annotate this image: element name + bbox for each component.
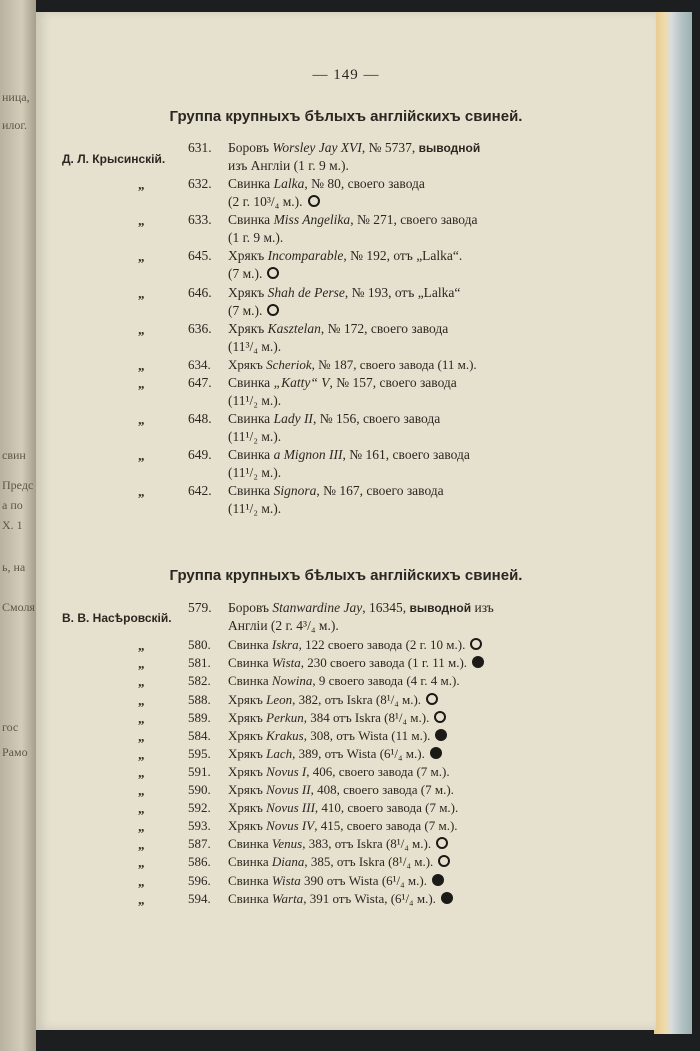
catalog-number: 646. — [188, 285, 212, 300]
catalog-number: 632. — [188, 176, 212, 191]
catalog-number: 595. — [188, 746, 211, 761]
animal-kind: Хрякъ — [228, 321, 268, 336]
animal-kind: Хрякъ — [228, 285, 268, 300]
animal-entry — [188, 745, 548, 763]
catalog-number: 648. — [188, 411, 212, 426]
entry-continuation — [188, 302, 548, 320]
catalog-number: 579. — [188, 600, 212, 615]
animal-name: Miss Angelika — [273, 212, 351, 227]
catalog-number: 589. — [188, 710, 211, 725]
ditto-mark: „ — [138, 892, 145, 907]
animal-entry — [188, 799, 548, 817]
catalog-number: 584. — [188, 728, 211, 743]
ditto-mark: „ — [138, 837, 145, 852]
ditto-mark: „ — [138, 674, 145, 689]
open-circle-icon — [438, 855, 450, 867]
book-page — [36, 12, 656, 1030]
animal-age: (7 м.). — [228, 303, 263, 318]
ditto-mark: „ — [138, 874, 145, 889]
ditto-mark: „ — [138, 747, 145, 762]
open-circle-icon — [436, 837, 448, 849]
animal-entry — [188, 636, 548, 654]
animal-kind: Свинка — [228, 637, 272, 652]
entry-line — [188, 654, 548, 672]
animal-entry — [188, 599, 548, 635]
animal-kind: Свинка — [228, 891, 272, 906]
entry-line — [188, 599, 548, 617]
facing-page-text: свин — [2, 448, 26, 462]
animal-entry — [188, 446, 548, 482]
animal-details: , 408, своего завода (7 м.). — [310, 782, 454, 797]
catalog-number: 590. — [188, 782, 211, 797]
animal-name: Stanwardine Jay — [272, 600, 363, 615]
animal-entry — [188, 817, 548, 835]
ditto-mark: „ — [138, 638, 145, 653]
catalog-number: 580. — [188, 637, 211, 652]
animal-details: , № 271, своего завода — [350, 212, 478, 227]
animal-kind: Хрякъ — [228, 692, 267, 707]
animal-age: (11¹/₂ м.). — [228, 465, 282, 480]
animal-kind: Хрякъ — [228, 782, 267, 797]
ditto-mark: „ — [138, 376, 145, 391]
facing-page-text: а по — [2, 498, 23, 512]
animal-details: , 9 своего завода (4 г. 4 м.). — [312, 673, 460, 688]
animal-entry — [188, 763, 548, 781]
animal-name: a Mignon III — [273, 447, 343, 462]
entry-line — [188, 763, 548, 781]
ditto-mark: „ — [138, 693, 145, 708]
filled-circle-icon — [441, 892, 453, 904]
animal-kind: Свинка — [228, 483, 274, 498]
ditto-mark: „ — [138, 286, 145, 301]
animal-details: 390 отъ Wista (6¹/₄ м.). — [300, 873, 427, 888]
animal-entry — [188, 175, 548, 211]
animal-age: (7 м.). — [228, 266, 263, 281]
animal-details: , № 167, своего завода — [316, 483, 444, 498]
animal-name: Shah de Perse — [267, 285, 345, 300]
animal-age: (2 г. 10³/₄ м.). — [228, 194, 303, 209]
animal-entry — [188, 872, 548, 890]
ditto-mark: „ — [138, 729, 145, 744]
animal-kind: Хрякъ — [228, 746, 267, 761]
animal-entry — [188, 727, 548, 745]
animal-name: Lady II — [273, 411, 313, 426]
entry-line — [188, 247, 548, 265]
animal-name: Novus III — [266, 800, 315, 815]
catalog-number: 642. — [188, 483, 212, 498]
catalog-number: 649. — [188, 447, 212, 462]
animal-name: Perkun — [266, 710, 304, 725]
entry-line — [188, 482, 548, 500]
animal-kind: Хрякъ — [228, 710, 267, 725]
entry-line — [188, 799, 548, 817]
catalog-number: 592. — [188, 800, 211, 815]
animal-name: Nowina — [271, 673, 313, 688]
animal-entry — [188, 320, 548, 356]
ditto-mark: „ — [138, 412, 145, 427]
facing-page-text: Рамо — [2, 745, 28, 759]
catalog-number: 588. — [188, 692, 211, 707]
animal-kind: Свинка — [228, 854, 272, 869]
entry-continuation — [188, 500, 548, 518]
animal-age: изъ Англіи (1 г. 9 м.). — [228, 158, 349, 173]
animal-name: Iskra — [271, 637, 299, 652]
animal-details: , 230 своего завода (1 г. 11 м.). — [300, 655, 468, 670]
animal-entry — [188, 284, 548, 320]
ditto-mark: „ — [138, 711, 145, 726]
animal-details: , 16345, — [362, 600, 410, 615]
import-note: выводной — [409, 601, 472, 615]
ditto-mark: „ — [138, 855, 145, 870]
animal-details: , № 161, своего завода — [342, 447, 470, 462]
animal-kind: Хрякъ — [228, 728, 267, 743]
open-circle-icon — [434, 711, 446, 723]
animal-name: Venus — [271, 836, 303, 851]
animal-kind: Свинка — [228, 447, 274, 462]
animal-kind: Боровъ — [228, 140, 273, 155]
ditto-mark: „ — [138, 783, 145, 798]
animal-name: Diana — [271, 854, 305, 869]
animal-details: , 122 своего завода (2 г. 10 м.). — [298, 637, 466, 652]
ditto-mark: „ — [138, 213, 145, 228]
entry-line — [188, 284, 548, 302]
animal-entry — [188, 247, 548, 283]
entry-continuation — [188, 464, 548, 482]
animal-kind: Свинка — [228, 836, 272, 851]
animal-age: (11¹/₂ м.). — [228, 501, 282, 516]
animal-name: Scheriok — [266, 357, 312, 372]
catalog-number: 596. — [188, 873, 211, 888]
animal-entry — [188, 781, 548, 799]
animal-details: , № 157, своего завода — [329, 375, 457, 390]
animal-details: , 389, отъ Wista (6¹/₄ м.). — [292, 746, 425, 761]
animal-entry — [188, 835, 548, 853]
ditto-mark: „ — [138, 358, 145, 373]
animal-kind: Свинка — [228, 212, 274, 227]
catalog-number: 586. — [188, 854, 211, 869]
facing-page-text: гос — [2, 720, 19, 734]
animal-kind: Хрякъ — [228, 764, 267, 779]
facing-page-text: ь, на — [2, 560, 26, 574]
facing-page-edge — [0, 0, 36, 1051]
open-circle-icon — [426, 693, 438, 705]
breeder-name: Д. Л. Крысинскій. — [62, 152, 166, 166]
animal-age: Англіи (2 г. 4³/₄ м.). — [228, 618, 339, 633]
animal-name: Wista — [271, 655, 301, 670]
animal-name: „Katty“ V — [273, 375, 330, 390]
open-circle-icon — [308, 195, 320, 207]
animal-name: Novus II — [266, 782, 311, 797]
animal-details: , 383, отъ Iskra (8¹/₄ м.). — [302, 836, 432, 851]
animal-details: , 382, отъ Iskra (8¹/₄ м.). — [292, 692, 422, 707]
filled-circle-icon — [435, 729, 447, 741]
open-circle-icon — [267, 304, 279, 316]
breeder-name: В. В. Насѣровскій. — [62, 611, 172, 625]
animal-name: Lach — [266, 746, 293, 761]
facing-page-text: Х. 1 — [2, 518, 23, 532]
ditto-mark: „ — [138, 819, 145, 834]
entry-line — [188, 727, 548, 745]
entry-line — [188, 672, 548, 690]
ditto-mark: „ — [138, 448, 145, 463]
filled-circle-icon — [472, 656, 484, 668]
animal-details: , 308, отъ Wista (11 м.). — [303, 728, 431, 743]
animal-details: изъ — [471, 600, 494, 615]
animal-name: Signora — [273, 483, 317, 498]
animal-name: Novus I — [266, 764, 307, 779]
catalog-number: 581. — [188, 655, 211, 670]
entry-line — [188, 410, 548, 428]
entry-line — [188, 691, 548, 709]
animal-entry — [188, 410, 548, 446]
animal-entry — [188, 890, 548, 908]
animal-kind: Хрякъ — [228, 248, 268, 263]
ditto-mark: „ — [138, 322, 145, 337]
ditto-mark: „ — [138, 801, 145, 816]
catalog-number: 631. — [188, 140, 212, 155]
animal-name: Lalka — [273, 176, 305, 191]
entry-continuation — [188, 157, 548, 175]
animal-entry — [188, 356, 548, 374]
entry-line — [188, 853, 548, 871]
ditto-mark: „ — [138, 249, 145, 264]
entry-line — [188, 320, 548, 338]
entry-line — [188, 139, 548, 157]
animal-entry — [188, 709, 548, 727]
animal-details: , 391 отъ Wista, (6¹/₄ м.). — [303, 891, 436, 906]
catalog-number: 591. — [188, 764, 211, 779]
facing-page-text: ница, — [2, 90, 30, 104]
ditto-mark: „ — [138, 656, 145, 671]
animal-entry — [188, 139, 548, 175]
filled-circle-icon — [432, 874, 444, 886]
catalog-number: 633. — [188, 212, 212, 227]
animal-entry — [188, 853, 548, 871]
entry-continuation — [188, 265, 548, 283]
animal-details: , № 156, своего завода — [312, 411, 441, 426]
entry-line — [188, 374, 548, 392]
animal-name: Novus IV — [266, 818, 315, 833]
entry-line — [188, 872, 548, 890]
entry-line — [188, 211, 548, 229]
animal-entry — [188, 211, 548, 247]
animal-details: , 384 отъ Iskra (8¹/₄ м.). — [303, 710, 430, 725]
animal-entry — [188, 672, 548, 690]
ditto-mark: „ — [138, 765, 145, 780]
animal-kind: Хрякъ — [228, 818, 267, 833]
animal-kind: Свинка — [228, 655, 272, 670]
catalog-number: 645. — [188, 248, 212, 263]
import-note: выводной — [418, 141, 481, 155]
catalog-number: 587. — [188, 836, 211, 851]
animal-details: , 410, своего завода (7 м.). — [314, 800, 459, 815]
entry-line — [188, 446, 548, 464]
animal-name: Kasztelan — [267, 321, 321, 336]
animal-age: (11¹/₂ м.). — [228, 429, 282, 444]
animal-kind: Свинка — [228, 873, 272, 888]
animal-kind: Боровъ — [228, 600, 273, 615]
facing-page-text: Смоля — [2, 600, 35, 614]
animal-name: Warta — [271, 891, 304, 906]
animal-details: , № 193, отъ „Lalka“ — [344, 285, 461, 300]
animal-name: Wista — [271, 873, 301, 888]
animal-name: Incomparable — [267, 248, 344, 263]
animal-details: , № 80, своего завода — [304, 176, 425, 191]
entry-line — [188, 890, 548, 908]
catalog-number: 593. — [188, 818, 211, 833]
animal-details: , 385, отъ Iskra (8¹/₄ м.). — [304, 854, 434, 869]
animal-kind: Хрякъ — [228, 357, 267, 372]
animal-details: , 406, своего завода (7 м.). — [306, 764, 450, 779]
entry-line — [188, 356, 548, 374]
entry-continuation — [188, 428, 548, 446]
entry-continuation — [188, 193, 548, 211]
open-circle-icon — [470, 638, 482, 650]
entry-continuation — [188, 229, 548, 247]
animal-kind: Хрякъ — [228, 800, 267, 815]
animal-entry — [188, 374, 548, 410]
animal-entry — [188, 654, 548, 672]
entry-continuation — [188, 338, 548, 356]
animal-entry — [188, 691, 548, 709]
entry-line — [188, 835, 548, 853]
catalog-number: 647. — [188, 375, 212, 390]
animal-kind: Свинка — [228, 375, 274, 390]
ditto-mark: „ — [138, 177, 145, 192]
entry-line — [188, 817, 548, 835]
entry-line — [188, 709, 548, 727]
group-heading: Группа крупныхъ бѣлыхъ англійскихъ свиней. — [169, 108, 523, 125]
animal-details: , № 172, своего завода — [320, 321, 449, 336]
animal-name: Worsley Jay XVI — [272, 140, 362, 155]
animal-details: , № 192, отъ „Lalka“. — [343, 248, 463, 263]
animal-age: (11¹/₂ м.). — [228, 393, 282, 408]
entry-continuation — [188, 617, 548, 635]
catalog-number: 582. — [188, 673, 211, 688]
entry-line — [188, 175, 548, 193]
entry-continuation — [188, 392, 548, 410]
animal-details: , № 5737, — [361, 140, 419, 155]
animal-entry — [188, 482, 548, 518]
animal-age: (11³/₄ м.). — [228, 339, 282, 354]
catalog-number: 634. — [188, 357, 211, 372]
entry-line — [188, 636, 548, 654]
animal-kind: Свинка — [228, 176, 274, 191]
animal-details: , 415, своего завода (7 м.). — [314, 818, 458, 833]
entry-line — [188, 781, 548, 799]
facing-page-text: илог. — [2, 118, 27, 132]
ditto-mark: „ — [138, 484, 145, 499]
entry-line — [188, 745, 548, 763]
book-page-edges — [654, 12, 692, 1034]
filled-circle-icon — [430, 747, 442, 759]
page-number: — 149 — — [312, 67, 380, 83]
animal-kind: Свинка — [228, 673, 272, 688]
open-circle-icon — [267, 267, 279, 279]
animal-name: Krakus — [266, 728, 304, 743]
animal-name: Leon — [266, 692, 293, 707]
animal-details: , № 187, своего завода (11 м.). — [311, 357, 477, 372]
facing-page-text: Предс — [2, 478, 34, 492]
animal-kind: Свинка — [228, 411, 274, 426]
group-heading: Группа крупныхъ бѣлыхъ англійскихъ свиней. — [169, 567, 523, 584]
animal-age: (1 г. 9 м.). — [228, 230, 284, 245]
catalog-number: 594. — [188, 891, 211, 906]
catalog-number: 636. — [188, 321, 212, 336]
